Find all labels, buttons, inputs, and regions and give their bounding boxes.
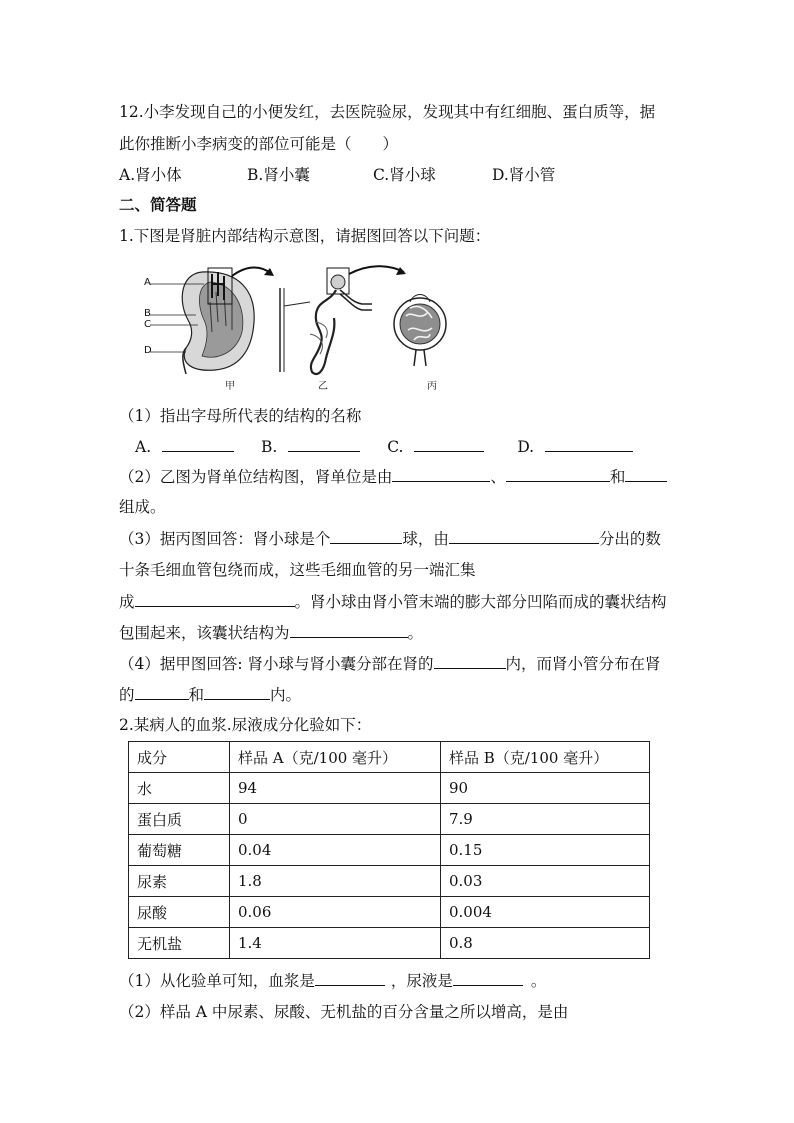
blank-region-1[interactable] — [135, 685, 189, 700]
table-cell: 0.04 — [230, 835, 441, 866]
table-header-row — [129, 742, 650, 773]
table-row — [129, 897, 650, 928]
table-cell: 0.8 — [441, 928, 650, 959]
figure-caption-bing: 丙 — [427, 381, 437, 392]
q1-part3-text-h: 。 — [407, 624, 424, 642]
q1-part2-line1 — [119, 467, 667, 487]
figure-caption-yi: 乙 — [318, 381, 328, 392]
q1-part3-line1 — [119, 529, 661, 549]
blank-d[interactable] — [545, 437, 633, 452]
kidney-diagram — [140, 262, 450, 392]
q2-part2: （2）样品 A 中尿素、尿酸、无机盐的百分含量之所以增高，是由 — [119, 1003, 569, 1021]
q1-part4-line1 — [119, 654, 661, 674]
blank-efferent[interactable] — [135, 592, 295, 607]
table-cell: 尿酸 — [129, 897, 230, 928]
q2-part1-text-b: ，尿液是 — [390, 972, 453, 990]
q1-part3-line3 — [119, 592, 667, 612]
table-cell: 0 — [230, 804, 441, 835]
blank-nephron-2[interactable] — [506, 467, 610, 482]
table-cell: 葡萄糖 — [129, 835, 230, 866]
q1-part1: （1）指出字母所代表的结构的名称 — [119, 407, 362, 425]
table-cell: 0.004 — [441, 897, 650, 928]
table-cell: 7.9 — [441, 804, 650, 835]
q1-part3-text-a: （3）据丙图回答：肾小球是个 — [119, 530, 331, 548]
q1-part3-text-f: 。肾小球由肾小管末端的膨大部分凹陷而成的囊状结构 — [294, 593, 667, 611]
blank-cortex[interactable] — [434, 654, 506, 669]
table-cell: 无机盐 — [129, 928, 230, 959]
q2-part1-text-c: 。 — [530, 972, 547, 990]
q12-option-d: D.肾小管 — [492, 166, 556, 184]
kidney-figure — [140, 262, 450, 392]
blank-c[interactable] — [414, 437, 484, 452]
table-row — [129, 866, 650, 897]
blank-b[interactable] — [288, 437, 360, 452]
figure-label-b: B — [144, 308, 151, 319]
table-row — [129, 773, 650, 804]
q1-part3-line4 — [119, 623, 423, 643]
table-header-cell: 样品 A（克/100 毫升） — [230, 742, 441, 773]
label-c: C. — [387, 438, 404, 456]
q1-part4-text-c: 的 — [119, 686, 135, 704]
kidney-section-jia — [150, 268, 254, 374]
q1-part4-text-b: 内，而肾小管分布在肾 — [505, 655, 661, 673]
q1-part1-blanks — [135, 437, 633, 457]
figure-label-a: A — [144, 277, 151, 288]
q1-part3-text-e: 成 — [119, 593, 135, 611]
q1-part3-text-c: 分出的数 — [598, 530, 661, 548]
blank-capsule[interactable] — [290, 623, 408, 638]
blank-glomerulus-source[interactable] — [449, 529, 599, 544]
table-cell: 0.06 — [230, 897, 441, 928]
q12-line2: 此你推断小李病变的部位可能是（ ） — [119, 135, 399, 153]
q12-option-c: C.肾小球 — [373, 166, 436, 184]
table-cell: 1.4 — [230, 928, 441, 959]
label-d: D. — [517, 438, 535, 456]
table-cell: 94 — [230, 773, 441, 804]
blank-glomerulus-type[interactable] — [330, 529, 402, 544]
q12-option-a: A.肾小体 — [119, 166, 182, 184]
q1-part2-sep2: 和 — [609, 468, 626, 486]
q1-part4-line2 — [119, 685, 301, 705]
blank-nephron-3[interactable] — [625, 467, 667, 482]
glomerulus-bing — [394, 295, 446, 367]
table-header-cell: 成分 — [129, 742, 230, 773]
q2-stem: 2.某病人的血浆.尿液成分化验如下： — [119, 716, 372, 734]
section-title: 二、简答题 — [119, 195, 197, 214]
figure-caption-jia: 甲 — [225, 381, 235, 392]
blank-urine[interactable] — [453, 971, 523, 986]
table-cell: 90 — [441, 773, 650, 804]
q1-part3-text-g: 包围起来，该囊状结构为 — [119, 624, 290, 642]
table-header-cell: 样品 B（克/100 毫升） — [441, 742, 650, 773]
table-cell: 水 — [129, 773, 230, 804]
figure-label-d: D — [144, 345, 152, 356]
table-cell: 0.03 — [441, 866, 650, 897]
label-b: B. — [261, 438, 278, 456]
table-cell: 0.15 — [441, 835, 650, 866]
table-row — [129, 835, 650, 866]
blank-region-2[interactable] — [204, 685, 270, 700]
lab-results-table — [128, 741, 650, 959]
table-row — [129, 804, 650, 835]
table-row — [129, 928, 650, 959]
q1-part2-text: （2）乙图为肾单位结构图，肾单位是由 — [119, 468, 393, 486]
q1-part3-line2: 十条毛细血管包绕而成，这些毛细血管的另一端汇集 — [119, 561, 476, 579]
q1-part4-text-d: 和 — [188, 686, 205, 704]
q1-part2-line2: 组成。 — [119, 498, 166, 516]
figure-label-c: C — [144, 319, 151, 330]
q1-part3-text-b: 球，由 — [402, 530, 449, 548]
q1-part4-text-e: 内。 — [270, 686, 302, 704]
q12-option-b: B.肾小囊 — [247, 166, 310, 184]
q2-part1 — [119, 971, 546, 991]
blank-a[interactable] — [162, 437, 234, 452]
blank-nephron-1[interactable] — [392, 467, 490, 482]
label-a: A. — [135, 438, 152, 456]
q1-part2-sep1: 、 — [490, 468, 506, 486]
q1-stem: 1.下图是肾脏内部结构示意图，请据图回答以下问题： — [119, 227, 491, 245]
table-cell: 蛋白质 — [129, 804, 230, 835]
blank-plasma[interactable] — [315, 971, 385, 986]
q12-line1: 12.小李发现自己的小便发红，去医院验尿，发现其中有红细胞、蛋白质等，据 — [119, 103, 656, 121]
nephron-yi — [280, 268, 372, 374]
table-cell: 1.8 — [230, 866, 441, 897]
table-cell: 尿素 — [129, 866, 230, 897]
q1-part4-text-a: （4）据甲图回答: 肾小球与肾小囊分部在肾的 — [119, 655, 434, 673]
q2-part1-text-a: （1）从化验单可知，血浆是 — [119, 972, 315, 990]
